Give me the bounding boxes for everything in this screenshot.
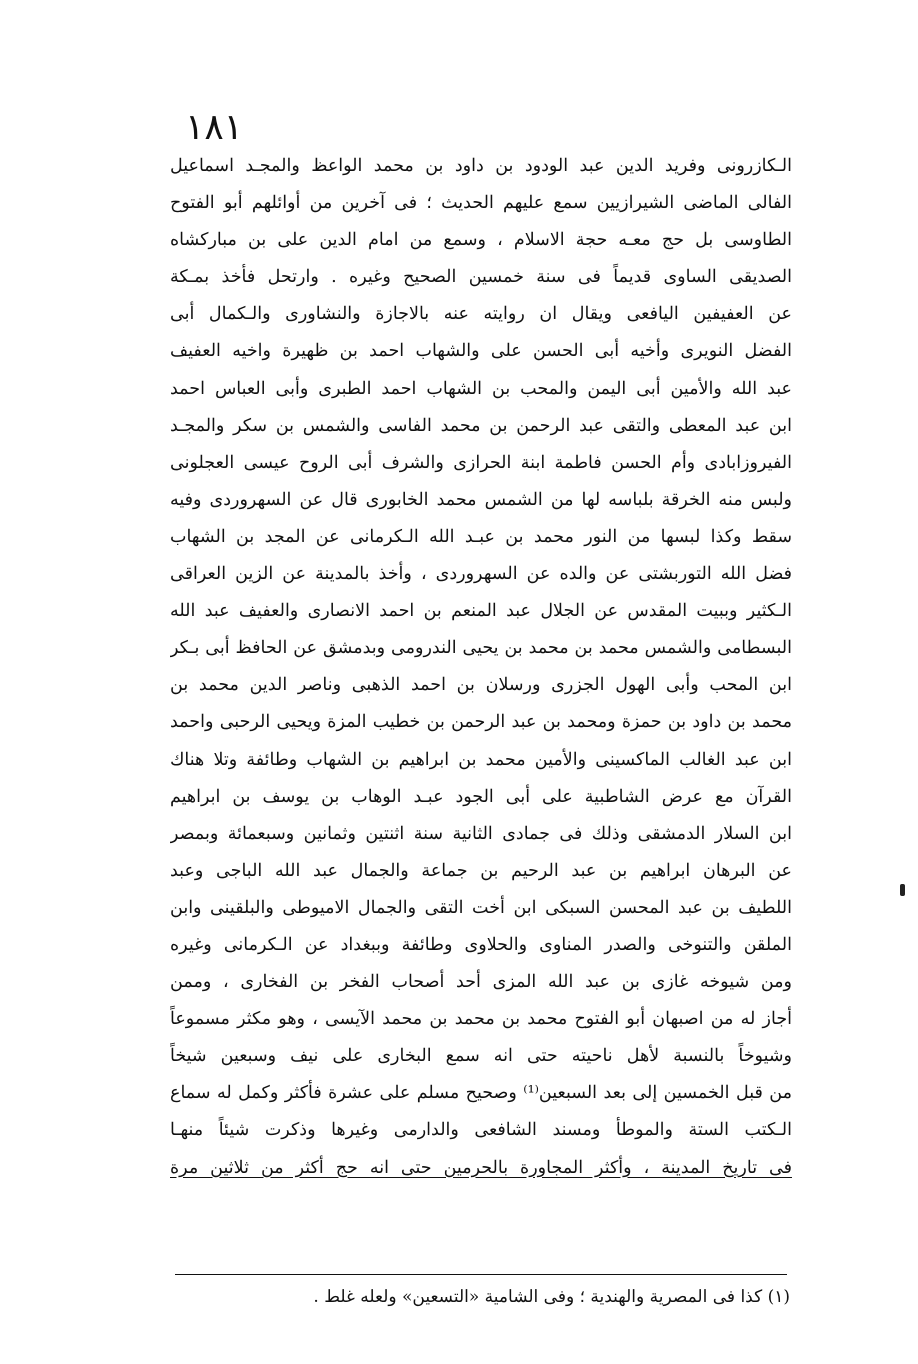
main-text-block	[170, 148, 792, 1187]
text-line: الفيروزابادى وأم الحسن فاطمة ابنة الحرازى والشرف أبى الروح عيسى العجلونى	[170, 452, 792, 473]
text-line: القرآن مع عرض الشاطبية على أبى الجود عبـد الوهاب بن يوسف بن ابراهيم	[170, 786, 792, 807]
text-line: الـكثير وببيت المقدس عن الجلال عبد المنعم بن احمد الانصارى والعفيف عبد الله	[170, 601, 792, 622]
text-line: الملقن والتنوخى والصدر المناوى والحلاوى وطائفة وببغداد عن الـكرمانى وغيره	[170, 934, 792, 955]
page-number: ١٨١	[185, 107, 244, 148]
text-line: ابن عبد الغالب الماكسينى والأمين محمد بن ابراهيم بن الشهاب وطائفة وتلا هناك	[170, 749, 792, 770]
text-line: الـكتب الستة والموطأ ومسند الشافعى والدارمى وغيرها وذكرت شيئاً منهـا	[170, 1120, 792, 1141]
text-line: ومن شيوخه غازى بن عبد الله المزى أحد أصحاب الفخر بن الفخارى ، وممن	[170, 972, 792, 993]
text-line: الصديقى الساوى قديماً فى سنة خمسين الصحيح وغيره . وارتحل فأخذ بمـكة	[170, 267, 792, 288]
footnote: (١) كذا فى المصرية والهندية ؛ وفى الشامية «التسعين» ولعله غلط .	[313, 1287, 790, 1307]
text-line: محمد بن داود بن حمزة ومحمد بن عبد الرحمن بن خطيب المزة ويحيى الرحبى واحمد	[170, 712, 792, 733]
text-line: من قبل الخمسين إلى بعد السبعين⁽¹⁾ وصحيح مسلم على عشرة فأكثر وكمل له سماع	[170, 1083, 792, 1104]
text-line: عن البرهان ابراهيم بن عبد الرحيم بن جماعة والجمال عبد الله الباجى وعبد	[170, 860, 792, 881]
text-line: ابن السلار الدمشقى وذلك فى جمادى الثانية سنة اثنتين وثمانين وسبعمائة وبمصر	[170, 823, 792, 844]
text-line: اللطيف بن عبد المحسن السبكى ابن أخت التقى والجمال الاميوطى والبلقينى وابن	[170, 897, 792, 918]
text-line: ابن المحب وأبى الهول الجزرى ورسلان بن احمد الذهبى وناصر الدين محمد بن	[170, 675, 792, 696]
text-line: عبد الله والأمين أبى اليمن والمحب بن الشهاب احمد الطبرى وأبى العباس احمد	[170, 378, 792, 399]
margin-ink-mark	[900, 884, 905, 896]
footnote-divider	[175, 1274, 787, 1275]
text-line: ولبس منه الخرقة بلباسه لها من الشمس محمد الخابورى قال عن السهروردى وفيه	[170, 489, 792, 510]
text-line: الـكازرونى وفريد الدين عبد الودود بن داود بن محمد الواعظ والمجـد اسماعيل	[170, 156, 792, 176]
text-line: الفالى الماضى الشيرازيين سمع عليهم الحديث ؛ فى آخرين من أوائلهم أبو الفتوح	[170, 193, 792, 214]
text-line: سقط وكذا لبسها من النور محمد بن عبـد الله الـكرمانى عن المجد بن الشهاب	[170, 526, 792, 547]
text-line: ابن عبد المعطى والتقى عبد الرحمن بن محمد الفاسى والشمس بن سكر والمجـد	[170, 415, 792, 436]
text-line-last: فى تاريخ المدينة ، وأكثر المجاورة بالحرمين حتى انه حج أكثر من ثلاثين مرة	[170, 1157, 792, 1178]
text-line: فضل الله التوربشتى عن والده عن السهروردى ، وأخذ بالمدينة عن الزين العراقى	[170, 564, 792, 585]
text-line: الفضل النويرى وأخيه أبى الحسن على والشهاب احمد بن ظهيرة واخيه العفيف	[170, 341, 792, 362]
text-line: البسطامى والشمس محمد بن محمد بن يحيى الندرومى وبدمشق عن الحافظ أبى بـكر	[170, 638, 792, 659]
text-line: عن العفيفين اليافعى ويقال ان روايته عنه بالاجازة والنشاورى والـكمال أبى	[170, 304, 792, 325]
text-line: وشيوخاً بالنسبة لأهل ناحيته حتى انه سمع البخارى على نيف وسبعين شيخاً	[170, 1046, 792, 1067]
text-line: الطاوسى بل حج معـه حجة الاسلام ، وسمع من امام الدين على بن مباركشاه	[170, 230, 792, 251]
text-line: أجاز له من اصبهان أبو الفتوح محمد بن محمد بن محمد الآيسى ، وهو مكثر مسموعاً	[170, 1009, 792, 1030]
